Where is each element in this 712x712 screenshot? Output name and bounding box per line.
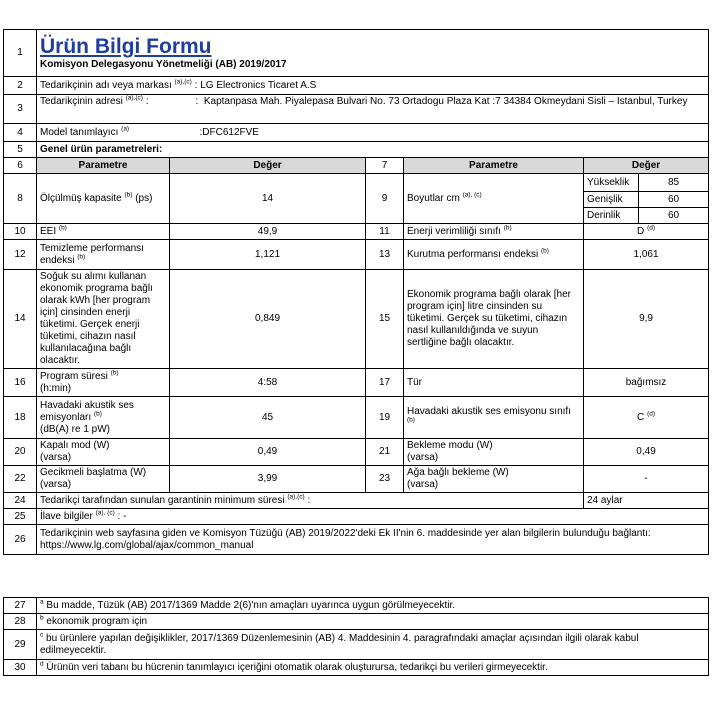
row-number: 16 xyxy=(4,369,37,397)
energy-consumption-label: Soğuk su alımı kullanan ekonomik programa bağlı olarak kWh [her program için] cinsinden enerji tüketimi. Gerçek enerji tüketimi, cihazın nasıl kullanılacağına bağlı olacaktır. xyxy=(37,270,170,369)
row-number: 6 xyxy=(4,158,37,174)
off-mode-row: 20 Kapalı mod (W) (varsa) 0,49 21 Bekleme modu (W) (varsa) 0,49 xyxy=(4,439,709,466)
row-number: 11 xyxy=(366,224,404,240)
type-value: bağımsız xyxy=(584,369,709,397)
additional-info-row: 25 İlave bilgiler $^{(a), (c)}$ : - xyxy=(4,509,709,525)
row-number: 4 xyxy=(4,124,37,142)
row-number: 13 xyxy=(366,240,404,270)
warranty-value: 24 xyxy=(587,494,599,506)
additional-info-label: İlave bilgiler xyxy=(40,510,93,522)
cleaning-label: Temizleme performansı endeksi xyxy=(40,242,144,266)
standby-label: Bekleme modu (W) xyxy=(407,440,493,451)
warranty-unit: aylar xyxy=(600,494,623,506)
row-number: 7 xyxy=(366,158,404,174)
drying-value: 1,061 xyxy=(584,240,709,270)
row-number: 25 xyxy=(4,509,37,525)
dim-value: 60 xyxy=(639,192,709,208)
warranty-label: Tedarikçi tarafından sunulan garantinin minimum süresi xyxy=(40,494,285,506)
value-header: Değer xyxy=(170,158,366,174)
website-text: Tedarikçinin web sayfasına giden ve Komisyon Tüzüğü (AB) 2019/2022'deki Ek II'nin 6. maddesinde yer alan bilgilerin bulunduğu bağlantı: https://www.lg.com/global/ajax/common_manual xyxy=(37,525,709,555)
row-number: 14 xyxy=(4,270,37,369)
title-row xyxy=(4,30,709,77)
title-cell xyxy=(37,30,709,77)
noise-value: 45 xyxy=(170,397,366,439)
row-number: 21 xyxy=(366,439,404,466)
noise-class-label: Havadaki akustik ses emisyonu sınıfı xyxy=(407,405,571,417)
param-header-2: Parametre xyxy=(404,158,584,174)
noise-label: Havadaki akustik ses emisyonları xyxy=(40,399,134,423)
page-title: Ürün Bilgi Formu xyxy=(40,35,212,58)
delay-start-row: 22 Gecikmeli başlatma (W) (varsa) 3,99 23 Ağa bağlı bekleme (W) (varsa) - xyxy=(4,466,709,493)
energy-class-value: D xyxy=(637,225,645,237)
network-standby-value: - xyxy=(584,466,709,493)
noise-row: 18 Havadaki akustik ses emisyonları $^{(b)}$ (dB(A) re 1 pW) 45 19 Havadaki akustik ses emisyonu sınıfı $^{(b)}$ C $^{(d)}$ xyxy=(4,397,709,439)
row-number: 10 xyxy=(4,224,37,240)
footnote-text: Bu madde, Tüzük (AB) 2017/1369 Madde 2(6)'nın amaçları uyarınca uygun görülmeyecektir. xyxy=(46,599,456,611)
energy-consumption-row xyxy=(4,270,709,369)
row-number: 5 xyxy=(4,142,37,158)
footnote-row: 27 $^a$ Bu madde, Tüzük (AB) 2017/1369 Madde 2(6)'nın amaçları uyarınca uygun görülmeyecektir. xyxy=(4,598,709,614)
water-consumption-value: 9,9 xyxy=(584,270,709,369)
dim-name: Genişlik xyxy=(584,192,639,208)
model-row: 4 Model tanımlayıcı $^{(a)}$ :DFC612FVE xyxy=(4,124,709,142)
row-number: 27 xyxy=(4,598,37,614)
footnote-row: 29 $^c$ bu ürünlere yapılan değişiklikler, 2017/1369 Düzenlemesinin (AB) 4. Maddesinin 4. paragrafındaki amaçlar açısından ilgili olarak kabul edilmeyecektir. xyxy=(4,630,709,660)
footnotes-table xyxy=(3,597,709,676)
cleaning-row: 12 Temizleme performansı endeksi $^{(b)}$ 1,121 13 Kurutma performansı endeksi $^{(b)}$ 1,061 xyxy=(4,240,709,270)
row-number: 3 xyxy=(4,95,37,124)
additional-info-value: : - xyxy=(117,510,127,522)
supplier-name-value: : LG Electronics Ticaret A.S xyxy=(194,79,317,91)
eei-label: EEI xyxy=(40,225,57,237)
row-number: 20 xyxy=(4,439,37,466)
param-header: Parametre xyxy=(37,158,170,174)
row-number: 18 xyxy=(4,397,37,439)
row-number: 15 xyxy=(366,270,404,369)
row-number: 24 xyxy=(4,493,37,509)
supplier-address-label: Tedarikçinin adresi xyxy=(40,96,123,107)
type-label: Tür xyxy=(404,369,584,397)
off-mode-value: 0,49 xyxy=(170,439,366,466)
drying-label: Kurutma performansı endeksi xyxy=(407,248,539,260)
supplier-address-row: 3 Tedarikçinin adresi $^{(a),(c)}$ : : Kaptanpasa Mah. Piyalepasa Bulvari No. 73 Ortadogu Plaza Kat :7 34384 Okmeydani Sisli – Istanbul, Turkey xyxy=(4,95,709,124)
energy-class-label: Enerji verimliliği sınıfı xyxy=(407,225,501,237)
program-duration-label: Program süresi xyxy=(40,370,108,382)
row-number: 9 xyxy=(366,174,404,224)
eei-row: 10 EEI $^{(b)}$ 49,9 11 Enerji verimliliği sınıfı $^{(b)}$ D $^{(d)}$ xyxy=(4,224,709,240)
footnote-text: ekonomik program için xyxy=(46,615,148,627)
footnote-row: 30 $^d$ Ürünün veri tabanı bu hücrenin tanımlayıcı içeriğini otomatik olarak oluşturursa, tedarikçi bu verileri girmeyecektir. xyxy=(4,660,709,676)
row-number: 12 xyxy=(4,240,37,270)
eei-value: 49,9 xyxy=(170,224,366,240)
standby-value: 0,49 xyxy=(584,439,709,466)
row-number: 2 xyxy=(4,77,37,95)
footnote-row: 28 $^b$ ekonomik program için xyxy=(4,614,709,630)
dim-value: 60 xyxy=(639,208,709,224)
noise-class-value: C xyxy=(637,411,645,423)
row-number: 30 xyxy=(4,660,37,676)
energy-consumption-value: 0,849 xyxy=(170,270,366,369)
off-mode-label: Kapalı mod (W) xyxy=(40,440,110,451)
capacity-value: 14 xyxy=(170,174,366,224)
product-info-table xyxy=(3,29,709,555)
program-duration-row: 16 Program süresi $^{(b)}$ (h:min) 4:58 17 Tür bağımsız xyxy=(4,369,709,397)
website-row xyxy=(4,525,709,555)
row-number: 28 xyxy=(4,614,37,630)
row-number: 19 xyxy=(366,397,404,439)
model-value: :DFC612FVE xyxy=(170,124,709,142)
value-header-2: Değer xyxy=(584,158,709,174)
capacity-row: 8 Ölçülmüş kapasite $^{(b)}$ (ps) 14 9 Boyutlar cm $^{(a), (c)}$ Yükseklik 85 xyxy=(4,174,709,192)
dimensions-label: Boyutlar cm xyxy=(407,192,460,204)
row-number: 29 xyxy=(4,630,37,660)
row-number: 22 xyxy=(4,466,37,493)
dim-value: 85 xyxy=(639,174,709,192)
cleaning-value: 1,121 xyxy=(170,240,366,270)
capacity-label: Ölçülmüş kapasite xyxy=(40,192,122,204)
program-duration-value: 4:58 xyxy=(170,369,366,397)
network-standby-label: Ağa bağlı bekleme (W) xyxy=(407,467,509,478)
footnote-text: Ürünün veri tabanı bu hücrenin tanımlayıcı içeriğini otomatik olarak oluşturursa, tedarikçi bu verileri girmeyecektir. xyxy=(46,661,548,673)
footnote-text: bu ürünlere yapılan değişiklikler, 2017/1369 Düzenlemesinin (AB) 4. Maddesinin 4. paragrafındaki amaçlar açısından ilgili olarak kabul edilmeyecektir. xyxy=(40,632,639,656)
row-number: 26 xyxy=(4,525,37,555)
water-consumption-label: Ekonomik programa bağlı olarak [her program için] litre cinsinden su tüketimi. Gerçek su tüketimi, cihazın nasıl kullanıldığında ve suyun sertliğine bağlı olacaktır. xyxy=(404,270,584,369)
general-params-row xyxy=(4,142,709,158)
params-header-row xyxy=(4,158,709,174)
row-number: 1 xyxy=(4,30,37,77)
supplier-name-label: Tedarikçinin adı veya markası xyxy=(40,79,172,91)
dim-name: Derinlik xyxy=(584,208,639,224)
row-number: 17 xyxy=(366,369,404,397)
row-number: 8 xyxy=(4,174,37,224)
supplier-address-value: Kaptanpasa Mah. Piyalepasa Bulvari No. 73 Ortadogu Plaza Kat :7 34384 Okmeydani Sisli – Istanbul, Turkey xyxy=(203,96,688,107)
general-params-heading: Genel ürün parametreleri: xyxy=(37,142,709,158)
model-label: Model tanımlayıcı xyxy=(40,126,119,138)
delay-start-value: 3,99 xyxy=(170,466,366,493)
dim-name: Yükseklik xyxy=(584,174,639,192)
warranty-row: 24 Tedarikçi tarafından sunulan garantinin minimum süresi $^{(a),(c)}$ : 24 aylar xyxy=(4,493,709,509)
page-subtitle: Komisyon Delegasyonu Yönetmeliği (AB) 2019/2017 xyxy=(40,59,287,70)
supplier-name-row: 2 Tedarikçinin adı veya markası $^{(a),(c)}$ : LG Electronics Ticaret A.S xyxy=(4,77,709,95)
row-number: 23 xyxy=(366,466,404,493)
delay-start-label: Gecikmeli başlatma (W) xyxy=(40,467,147,478)
